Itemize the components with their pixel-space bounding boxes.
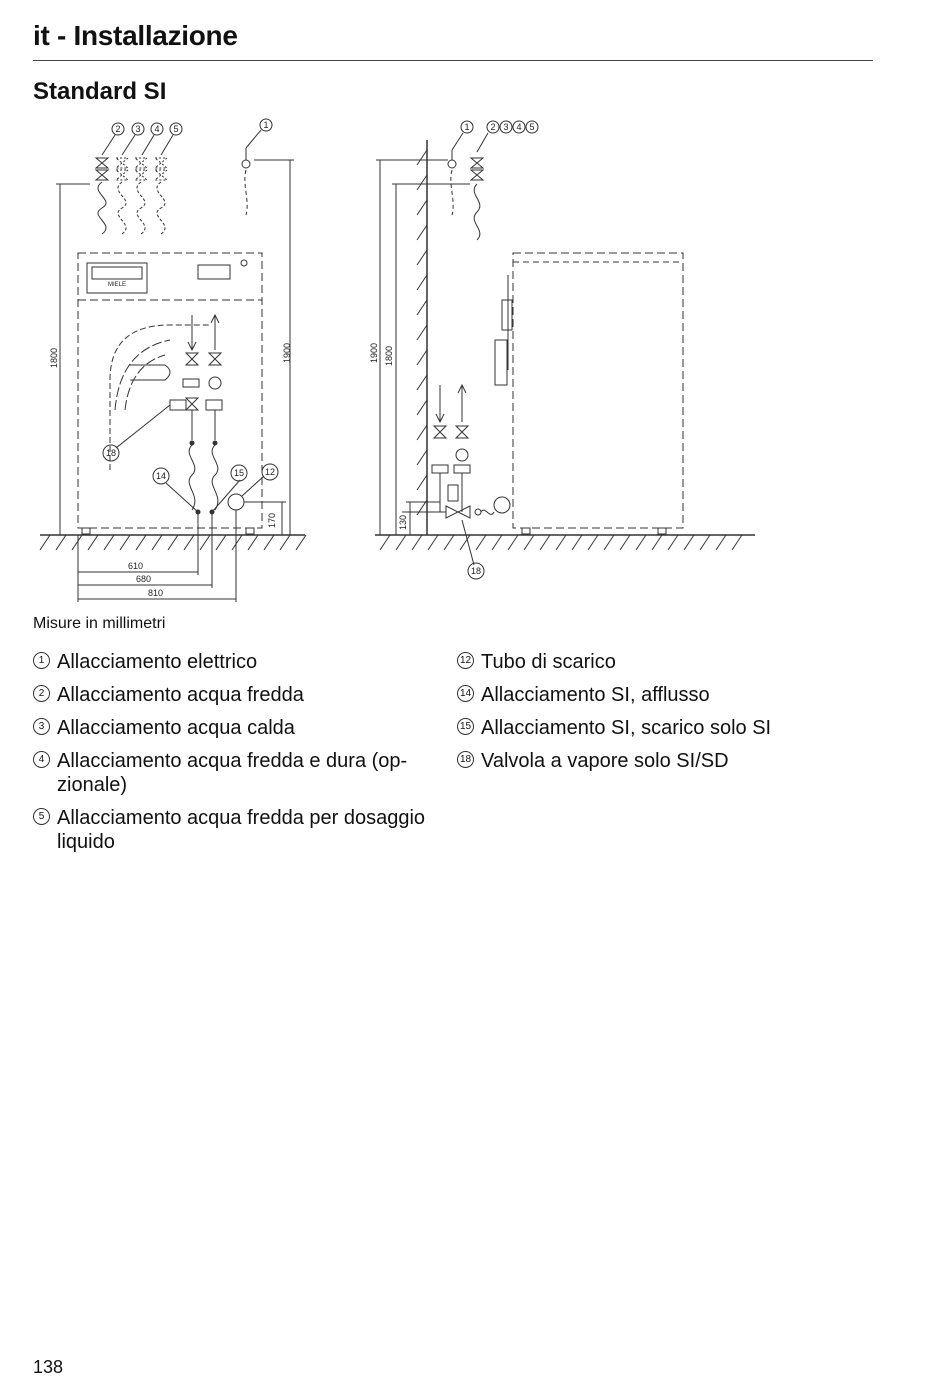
- legend-left: [33, 650, 453, 863]
- front-water-callouts: [102, 123, 182, 155]
- legend-text: Allacciamento acqua fredda: [57, 684, 304, 706]
- front-machine-body: [78, 253, 262, 534]
- legend-item: [33, 716, 453, 740]
- page-header-title: it - Installazione: [33, 20, 238, 51]
- dim-front-1900: 1900: [282, 342, 292, 363]
- legend-number: 15: [457, 718, 474, 735]
- legend-text: Allacciamento acqua fredda e dura (op-zionale): [57, 750, 408, 796]
- side-callout-4: 4: [516, 122, 522, 132]
- front-si-connections: [170, 315, 244, 514]
- legend-item: [33, 683, 453, 707]
- side-water-callouts: [471, 121, 538, 240]
- side-callout-5: 5: [529, 122, 535, 132]
- legend-text: Allacciamento acqua fredda per dosaggio liquido: [57, 807, 426, 853]
- front-callout-1: 1: [263, 120, 269, 130]
- legend-item: [457, 716, 877, 740]
- front-callout-4: 4: [154, 124, 160, 134]
- page-number: 138: [33, 1357, 64, 1377]
- dim-side-130: 130: [398, 514, 408, 530]
- legend-text: Valvola a vapore solo SI/SD: [481, 750, 729, 772]
- legend-text: Allacciamento acqua calda: [57, 717, 295, 739]
- side-callout-18: 18: [470, 566, 482, 576]
- legend-item: [457, 650, 877, 674]
- front-callout-18: 18: [105, 448, 117, 458]
- side-callout-2: 2: [490, 122, 496, 132]
- drawing-caption: Misure in millimetri: [33, 615, 166, 632]
- section-title: Standard SI: [33, 78, 167, 105]
- legend-text: Allacciamento SI, afflusso: [481, 684, 710, 706]
- legend-item: [457, 683, 877, 707]
- side-power: [448, 121, 473, 215]
- front-callout-14: 14: [155, 471, 167, 481]
- legend-text: Allacciamento SI, scarico solo SI: [481, 717, 772, 739]
- front-floor: [40, 535, 306, 550]
- display-label: MIELE: [107, 282, 127, 288]
- side-floor: [375, 535, 755, 550]
- dim-front-680: 680: [136, 574, 152, 584]
- front-callout-15: 15: [233, 468, 245, 478]
- legend-number: 4: [33, 751, 50, 768]
- legend-item: [33, 650, 453, 674]
- side-si-connections: [402, 385, 510, 565]
- front-valves: [96, 158, 167, 234]
- legend-item: [33, 806, 453, 854]
- dim-side-1800: 1800: [384, 345, 394, 366]
- dim-front-1800: 1800: [49, 347, 59, 368]
- legend-right: [457, 650, 877, 782]
- legend-item: [457, 749, 877, 773]
- front-callout-2: 2: [115, 124, 121, 134]
- legend-text: Allacciamento elettrico: [57, 651, 258, 673]
- legend-number: 2: [33, 685, 50, 702]
- dim-front-810: 810: [148, 588, 164, 598]
- header-divider: [33, 60, 873, 61]
- dim-side-1900: 1900: [369, 342, 379, 363]
- legend-item: [33, 749, 453, 797]
- front-callout-5: 5: [173, 124, 179, 134]
- dim-front-170: 170: [267, 512, 277, 528]
- front-callout-3: 3: [135, 124, 141, 134]
- legend-text: Tubo di scarico: [481, 651, 616, 673]
- legend-number: 18: [457, 751, 474, 768]
- legend-number: 12: [457, 652, 474, 669]
- side-callout-3: 3: [503, 122, 509, 132]
- side-wall: [417, 140, 427, 535]
- side-machine-body: [495, 253, 683, 534]
- side-callout-1: 1: [464, 122, 470, 132]
- front-callout-12: 12: [264, 467, 276, 477]
- dim-front-610: 610: [128, 561, 144, 571]
- legend-number: 1: [33, 652, 50, 669]
- legend-number: 14: [457, 685, 474, 702]
- front-power: [242, 119, 272, 215]
- installation-drawing: [30, 110, 770, 610]
- legend-number: 3: [33, 718, 50, 735]
- technical-drawing-svg: [30, 110, 770, 610]
- legend-number: 5: [33, 808, 50, 825]
